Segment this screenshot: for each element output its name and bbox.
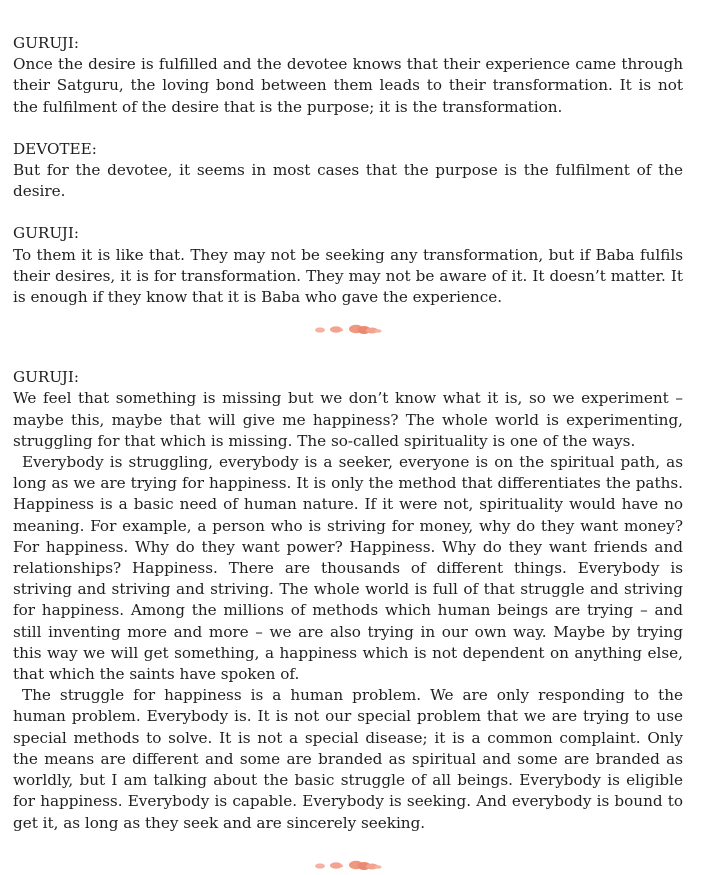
paragraph: Everybody is struggling, everybody is a seeker, everyone is on the spiritual path, as long as we are trying for happiness. It is only the method that differentiates the paths. Happiness is a basic need of human nature. If it were not, spirituality would have no meaning. For example, a person who is striving for money, why do they want money? For happiness. Why do they want power? Happiness. Why do they want friends and relationships? Happiness. There are thousands of different things. Everybody is striving and striving and striving. The whole world is full of that struggle and striving for happiness. Among the millions of methods which human beings are trying – and still inventing more and more – we are also trying in our own way. Maybe by trying this way we will get something, a happiness which is not dependent on anything else, that which the saints have spoken of. xyxy=(13,453,683,684)
flower-divider-icon xyxy=(13,855,683,875)
paragraph: To them it is like that. They may not be seeking any transformation, but if Baba fulfils their desires, it is for transformation. They may not be aware of it. It doesn’t matter. It is enough if they know that it is Baba who gave the experience. xyxy=(13,245,683,307)
speaker-label: GURUJI: xyxy=(13,368,79,387)
flower-divider-icon xyxy=(13,319,683,339)
paragraph: But for the devotee, it seems in most cases that the purpose is the fulfilment of the desire. xyxy=(13,161,683,201)
speaker-label: GURUJI: xyxy=(13,34,79,52)
dialogue-block xyxy=(13,367,683,833)
dialogue-block xyxy=(13,33,683,118)
paragraph: We feel that something is missing but we don’t know what it is, so we experiment – maybe this, maybe that will give me happiness? The whole world is experimenting, struggling for that which is missing. The so-called spirituality is one of the ways. xyxy=(13,389,683,450)
document-page xyxy=(13,33,683,875)
speaker-label: GURUJI: xyxy=(13,224,79,243)
speaker-label: DEVOTEE: xyxy=(13,139,97,158)
paragraph: Once the desire is fulfilled and the devotee knows that their experience came through their Satguru, the loving bond between them leads to their transformation. It is not the fulfilment of the desire that is the purpose; it is the transformation. xyxy=(13,55,683,116)
dialogue-block xyxy=(13,139,683,203)
dialogue-block xyxy=(13,223,683,308)
paragraph: The struggle for happiness is a human problem. We are only responding to the human problem. Everybody is. It is not our special problem that we are trying to use special methods to solve. It is not a special disease; it is a common complaint. Only the means are different and some are branded as spiritual and some are branded as worldly, but I am talking about the basic struggle of all beings. Everybody is eligible for happiness. Everybody is capable. Everybody is seeking. And everybody is bound to get it, as long as they seek and are sincerely seeking. xyxy=(13,686,683,832)
